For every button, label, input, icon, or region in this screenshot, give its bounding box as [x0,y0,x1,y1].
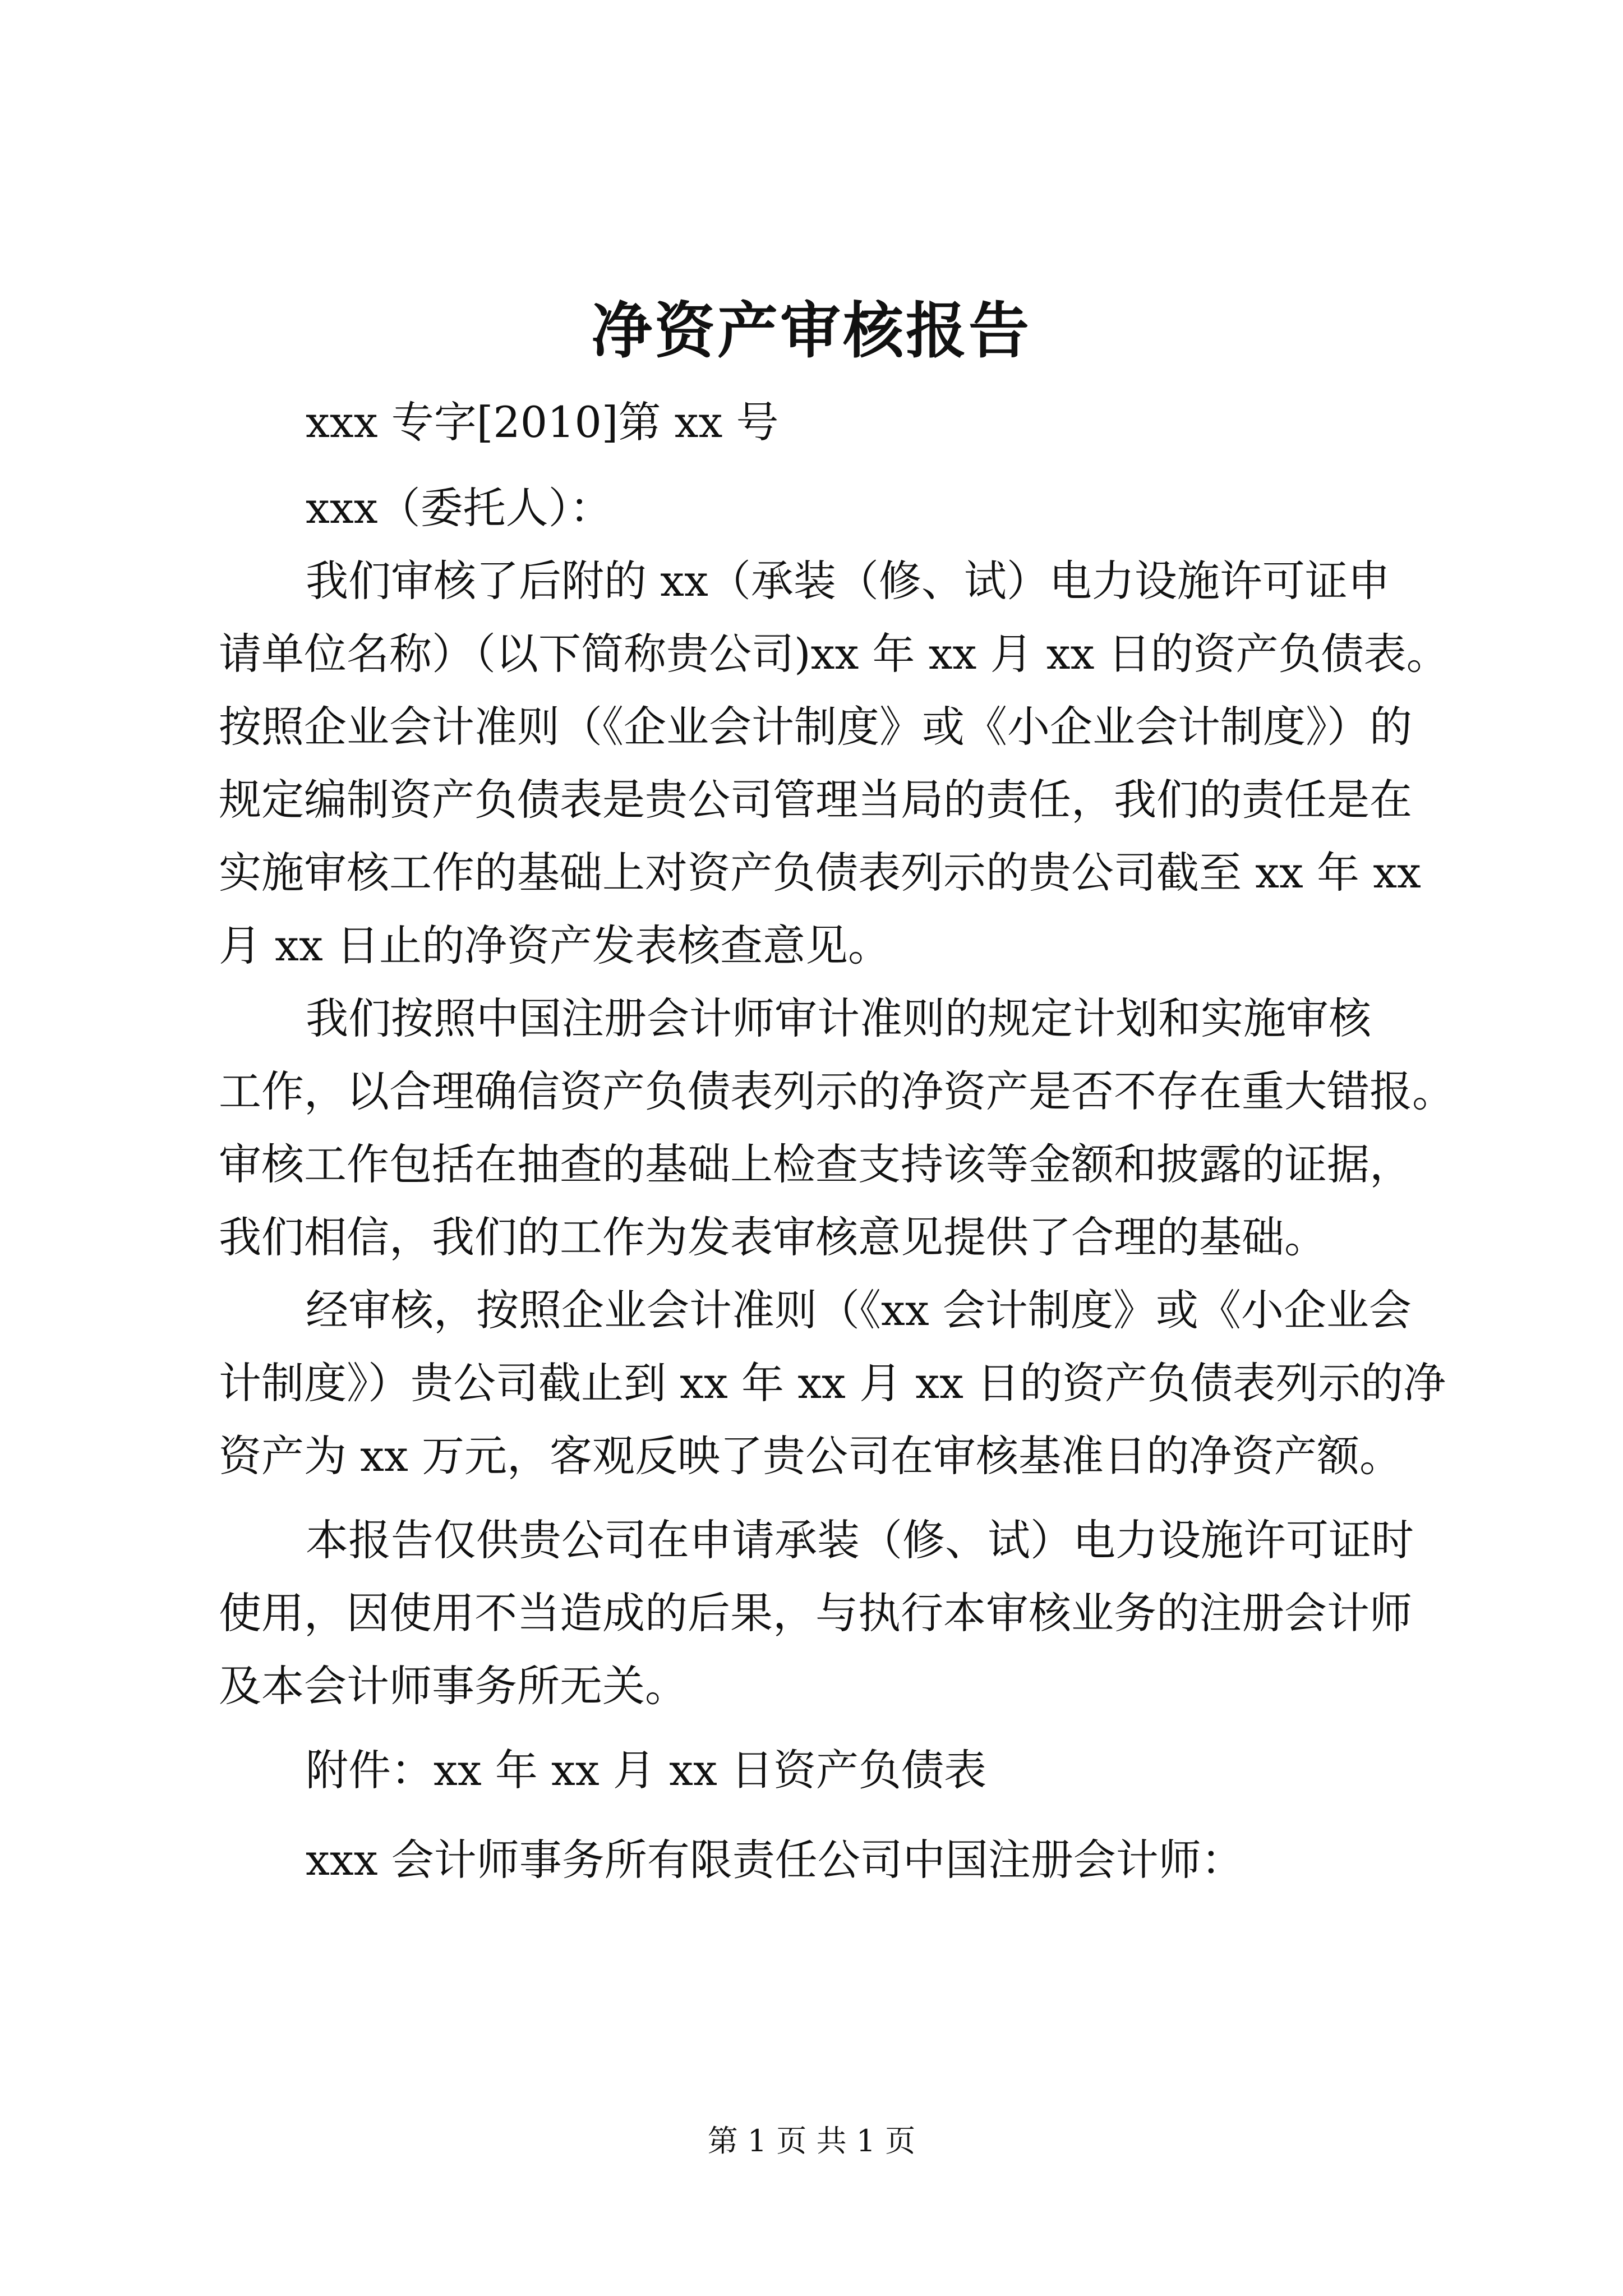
attachment-line: 附件：xx 年 xx 月 xx 日资产负债表 [306,1745,986,1795]
paragraph-4-line-3: 及本会计师事务所无关。 [219,1661,688,1711]
paragraph-2-line-4: 我们相信，我们的工作为发表审核意见提供了合理的基础。 [219,1212,1327,1262]
document-title: 净资产审核报告 [591,296,1031,366]
paragraph-1-line-2: 请单位名称）（以下简称贵公司)xx 年 xx 月 xx 日的资产负债表。 [219,629,1449,679]
paragraph-2-line-3: 审核工作包括在抽查的基础上检查支持该等金额和披露的证据， [219,1139,1412,1189]
paragraph-1-line-6: 月 xx 日止的净资产发表核查意见。 [219,921,891,970]
addressee: xxx（委托人）： [306,483,612,533]
paragraph-3-line-3: 资产为 xx 万元，客观反映了贵公司在审核基准日的净资产额。 [219,1431,1403,1481]
paragraph-2-line-2: 工作，以合理确信资产负债表列示的净资产是否不存在重大错报。 [219,1066,1455,1116]
paragraph-4-line-1: 本报告仅供贵公司在申请承装（修、试）电力设施许可证时 [306,1515,1414,1565]
paragraph-1-line-1: 我们审核了后附的 xx（承装（修、试）电力设施许可证申 [306,556,1390,606]
paragraph-1-line-4: 规定编制资产负债表是贵公司管理当局的责任，我们的责任是在 [219,775,1412,825]
paragraph-2-line-1: 我们按照中国注册会计师审计准则的规定计划和实施审核 [306,993,1371,1043]
paragraph-4-line-2: 使用，因使用不当造成的后果，与执行本审核业务的注册会计师 [219,1588,1412,1638]
page-number: 第 1 页 共 1 页 [707,2123,916,2159]
signature-line: xxx 会计师事务所有限责任公司中国注册会计师： [306,1835,1244,1885]
paragraph-3-line-1: 经审核，按照企业会计准则（《xx 会计制度》或《小企业会 [306,1285,1412,1335]
paragraph-1-line-3: 按照企业会计准则（《企业会计制度》或《小企业会计制度》）的 [219,702,1412,752]
paragraph-3-line-2: 计制度》）贵公司截止到 xx 年 xx 月 xx 日的资产负债表列示的净 [219,1358,1446,1408]
paragraph-1-line-5: 实施审核工作的基础上对资产负债表列示的贵公司截至 xx 年 xx [219,848,1421,898]
reference-number: xxx 专字[2010]第 xx 号 [306,397,779,447]
